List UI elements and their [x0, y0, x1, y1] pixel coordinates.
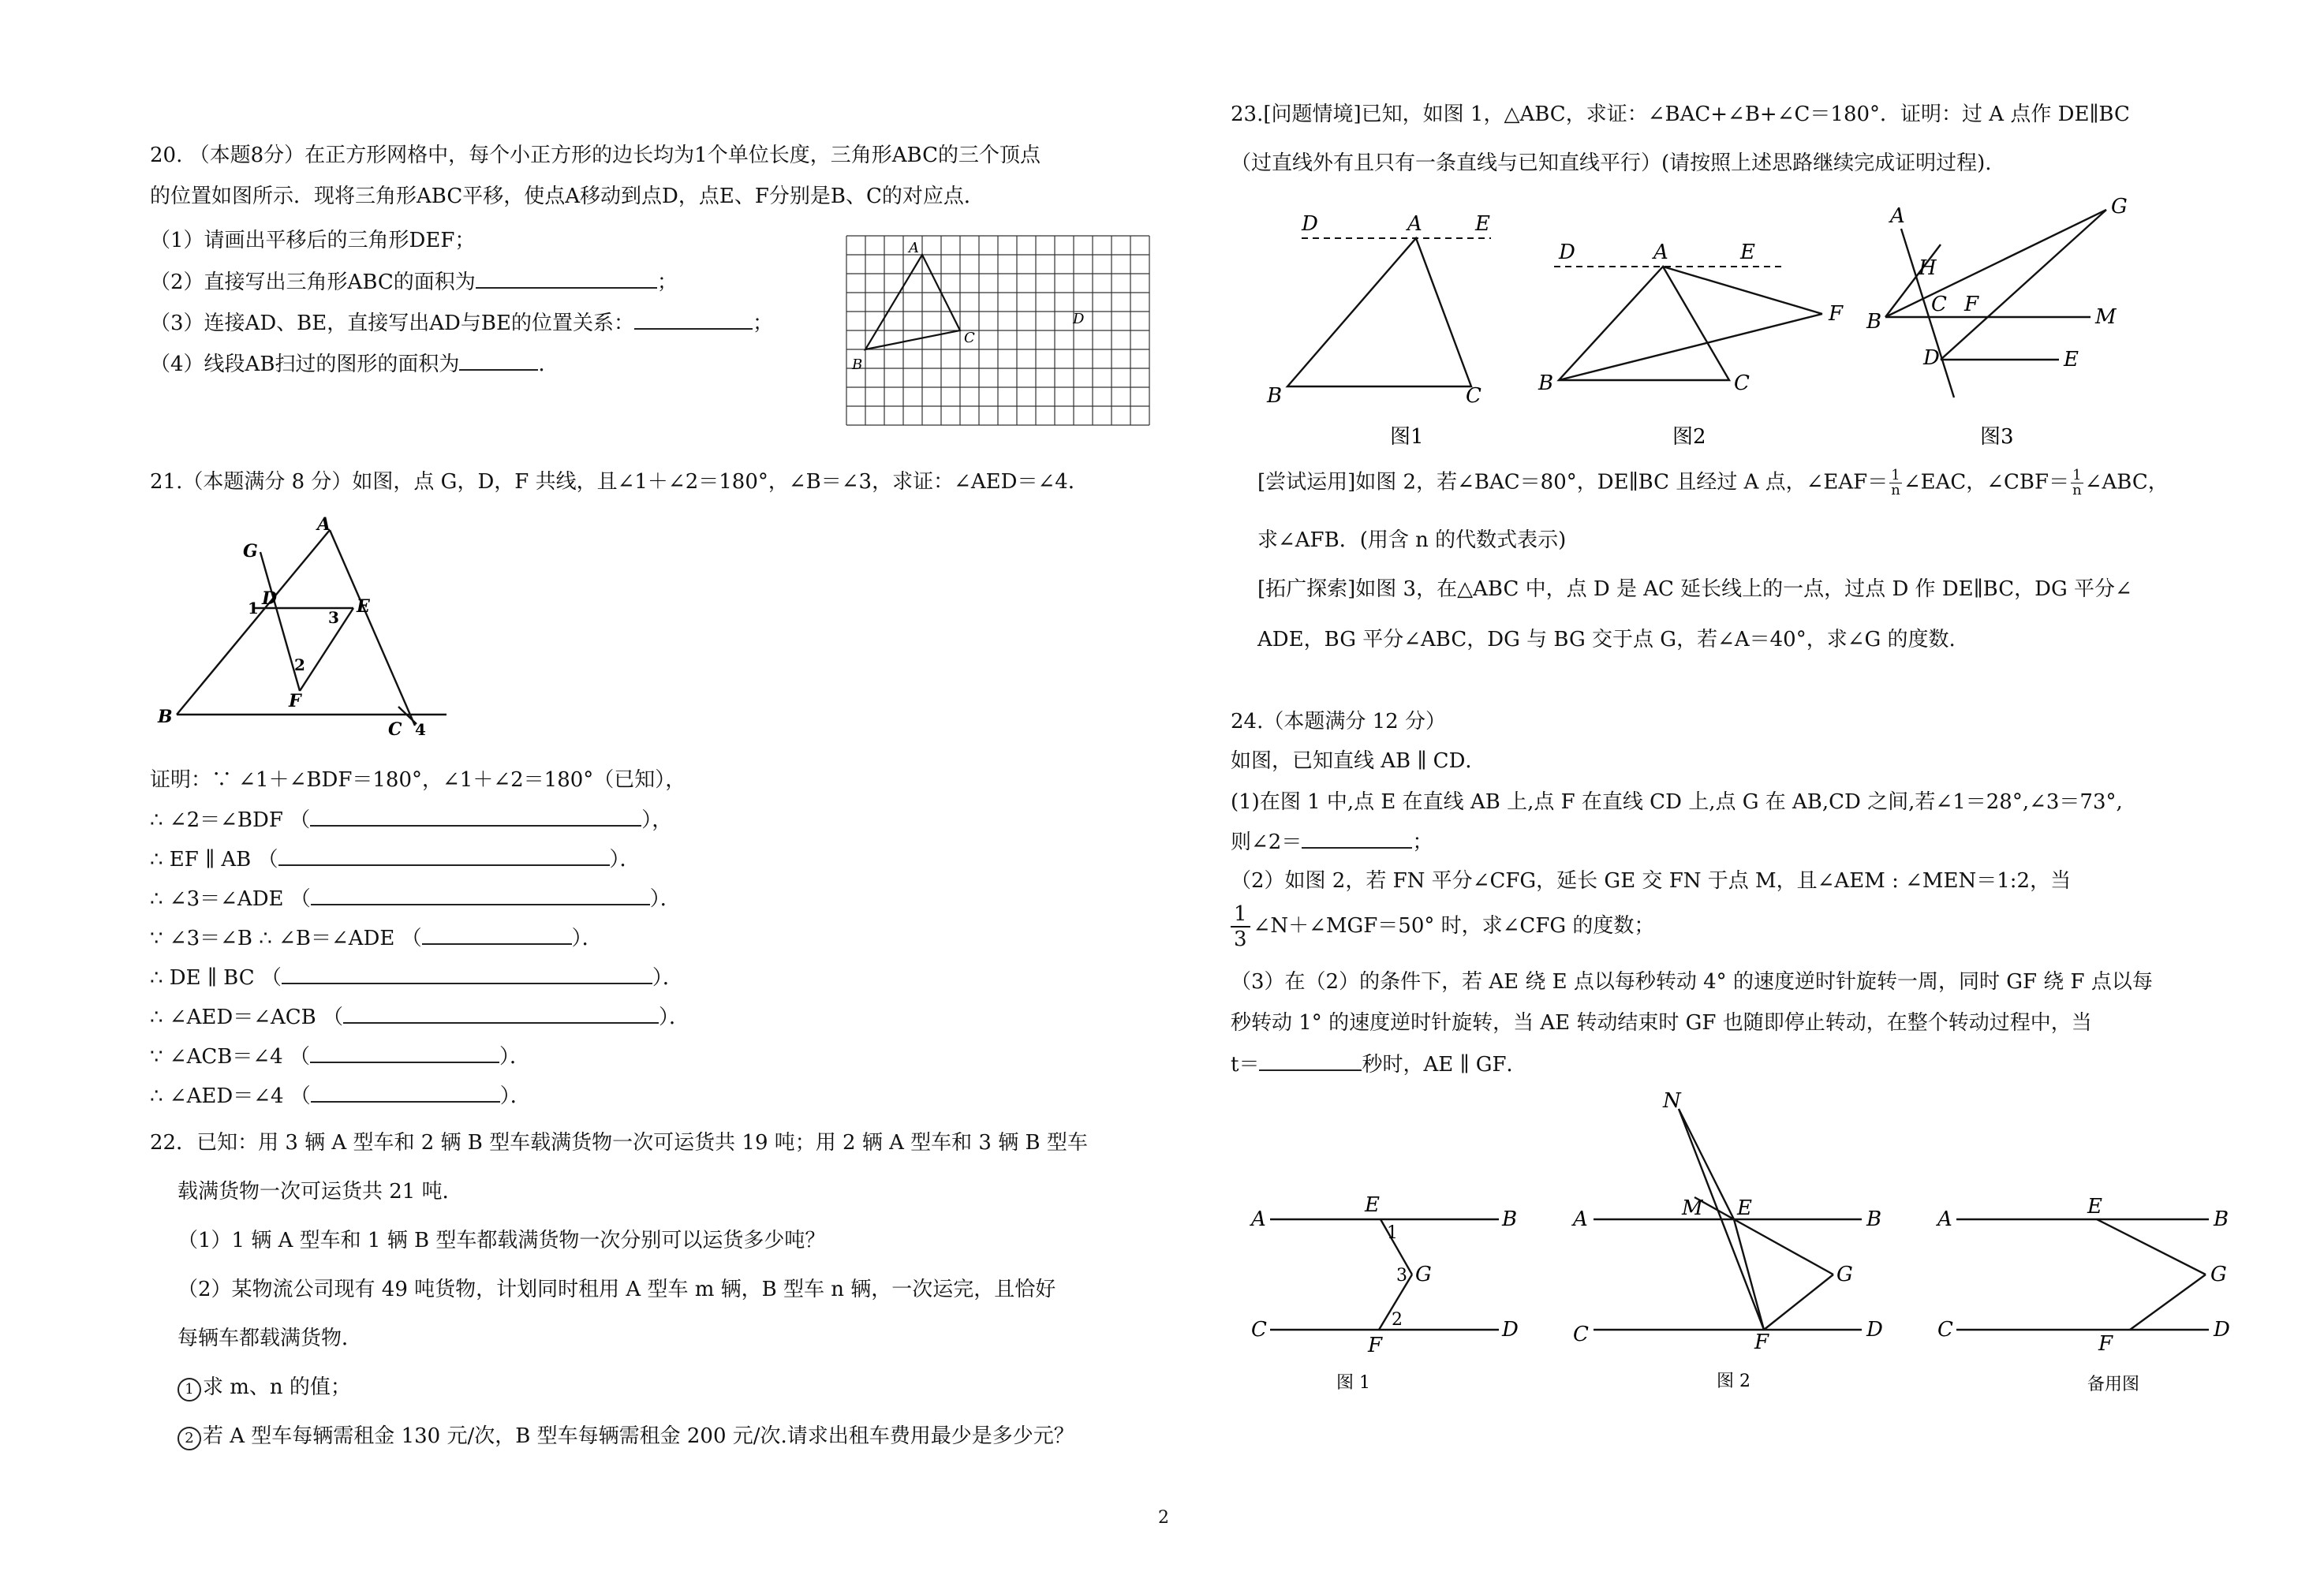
svg-text:1: 1 — [1387, 1223, 1398, 1243]
q23-fig2 — [1538, 241, 1844, 449]
q20-part3: （3）连接AD、BE，直接写出AD与BE的位置关系： ； — [150, 309, 773, 337]
q22-circle-1: 1 — [177, 1378, 201, 1402]
q21-label-e: E — [357, 596, 370, 617]
q20-triangle-abc — [865, 255, 960, 349]
q23-try-line1: [尝试运用]如图 2，若∠BAC＝80°，DE∥BC 且经过 A 点，∠EAF＝ $\frac{1}{n}$ ∠EAC，∠CBF＝ $\frac{1}{n}$ ∠ABC， — [1257, 467, 2169, 498]
q20-part4: （4）线段AB扫过的图形的面积为 ． — [150, 350, 559, 378]
q23-ext-line1: [拓广探索]如图 3，在△ABC 中，点 D 是 AC 延长线上的一点，过点 D 作 DE∥BC，DG 平分∠ — [1257, 577, 2132, 601]
q24-line2: 如图，已知直线 AB ∥ CD． — [1231, 749, 1486, 773]
svg-text:E: E — [1740, 241, 1755, 264]
svg-text:C: C — [1937, 1318, 1953, 1342]
q24-part1: (1)在图 1 中,点 E 在直线 AB 上,点 F 在直线 CD 上,点 G 在 AB,CD 之间,若∠1＝28°,∠3＝73°, — [1231, 790, 2123, 814]
q21-proof-line: ∴ ∠2＝∠BDF （ ）， — [150, 806, 672, 834]
q21-proof-line: 证明：∵ ∠1＋∠BDF＝180°，∠1＋∠2＝180°（已知）， — [150, 768, 686, 792]
q21-statement: 21.（本题满分 8 分）如图，点 G，D，F 共线，且∠1＋∠2＝180°，∠B＝∠3，求证：∠AED＝∠4． — [150, 470, 1089, 494]
q21-proof-line: ∵ ∠ACB＝∠4 （ ）． — [150, 1043, 530, 1070]
q23-line1: 23.[问题情境]已知，如图 1，△ABC，求证：∠BAC+∠B+∠C＝180°．证明：过 A 点作 DE∥BC — [1231, 103, 2130, 126]
q20-label-d: D — [1073, 311, 1085, 327]
q21-proof-blank[interactable] — [343, 1003, 659, 1024]
q23-line2: （过直线外有且只有一条直线与已知直线平行）(请按照上述思路继续完成证明过程). — [1231, 151, 1992, 175]
svg-text:C: C — [1573, 1323, 1589, 1346]
q22-line2: 载满货物一次可运货共 21 吨． — [177, 1180, 463, 1204]
q24-blank-angle2[interactable] — [1302, 828, 1412, 849]
q23-frac-1: $\frac{1}{n}$ — [1891, 467, 1900, 498]
svg-text:D: D — [1302, 212, 1318, 236]
q21-proof-blank[interactable] — [310, 1043, 499, 1063]
q24-part3c: t＝ 秒时，AE ∥ GF． — [1231, 1051, 1527, 1078]
svg-text:E: E — [2064, 348, 2079, 371]
svg-text:D: D — [2214, 1318, 2230, 1342]
q24-line1: 24.（本题满分 12 分） — [1231, 710, 1446, 733]
q23-figures — [1246, 197, 2193, 457]
svg-text:B: B — [1502, 1207, 1518, 1231]
svg-text:A: A — [1407, 212, 1422, 236]
svg-text:E: E — [2087, 1195, 2102, 1219]
q21-label-c: C — [388, 719, 402, 740]
q20-part1: （1）请画出平移后的三角形DEF； — [150, 229, 476, 252]
svg-text:A: A — [1251, 1207, 1266, 1231]
q23-fig1 — [1266, 212, 1491, 449]
q21-proof-line: ∴ DE ∥ BC （ ）． — [150, 964, 683, 991]
q20-part2: （2）直接写出三角形ABC的面积为 ； — [150, 268, 678, 296]
q23-fig1-caption: 图1 — [1390, 425, 1424, 449]
svg-text:F: F — [1754, 1331, 1769, 1354]
q24-fig1-caption: 图 1 — [1336, 1373, 1370, 1393]
svg-text:A: A — [1653, 241, 1668, 264]
q22-sub1: 1 求 m、n 的值； — [177, 1374, 351, 1402]
q21-proof-blank[interactable] — [422, 924, 572, 945]
page-number: 2 — [1158, 1508, 1169, 1528]
q20-label-c: C — [964, 330, 975, 346]
q24-fig3 — [1936, 1195, 2230, 1394]
svg-text:A: A — [1890, 204, 1905, 228]
q21-angle-1: 1 — [248, 599, 259, 618]
q20-label-a: A — [909, 240, 919, 256]
q23-frac-2: $\frac{1}{n}$ — [2072, 467, 2082, 498]
svg-text:C: C — [1931, 293, 1947, 316]
svg-text:M: M — [2095, 305, 2117, 329]
q21-proof-blank[interactable] — [311, 1082, 500, 1103]
q21-proof-blank[interactable] — [310, 806, 641, 827]
q22-part2a: （2）某物流公司现有 49 吨货物，计划同时租用 A 型车 m 辆，B 型车 n 辆，一次运完，且恰好 — [177, 1278, 1056, 1301]
q21-proof-blank[interactable] — [311, 885, 650, 905]
svg-text:M: M — [1682, 1196, 1703, 1220]
q22-line1: 22．已知：用 3 辆 A 型车和 2 辆 B 型车载满货物一次可运货共 19 吨；用 2 辆 A 型车和 3 辆 B 型车 — [150, 1131, 1088, 1155]
q21-proof-line: ∴ EF ∥ AB （ ）． — [150, 845, 641, 873]
q20-line1: 20. （本题8分）在正方形网格中，每个小正方形的边长均为1个单位长度，三角形ABC的三个顶点 — [150, 144, 1041, 167]
q24-part3: （3）在（2）的条件下，若 AE 绕 E 点以每秒转动 4° 的速度逆时针旋转一周，同时 GF 绕 F 点以每 — [1231, 970, 2153, 994]
q24-part1b: 则∠2＝ ； — [1231, 828, 1433, 856]
svg-text:A: A — [1937, 1207, 1952, 1231]
q21-figure — [150, 513, 465, 749]
svg-text:C: C — [1734, 371, 1750, 395]
q21-proof-line: ∵ ∠3＝∠B ∴ ∠B＝∠ADE （ ）． — [150, 924, 603, 952]
q22-sub2: 2 若 A 型车每辆需租金 130 元/次，B 型车每辆需租金 200 元/次.请求出租车费用最少是多少元？ — [177, 1423, 1074, 1450]
svg-text:A: A — [1573, 1207, 1588, 1231]
q21-label-b: B — [158, 707, 173, 727]
svg-text:G: G — [1836, 1263, 1853, 1286]
q24-blank-time[interactable] — [1259, 1051, 1362, 1071]
q20-line2: 的位置如图所示．现将三角形ABC平移，使点A移动到点D，点E、F分别是B、C的对应点． — [150, 185, 985, 208]
q21-proof-line: ∴ ∠3＝∠ADE （ ）． — [150, 885, 681, 913]
q23-try-line2: 求∠AFB．(用含 n 的代数式表示) — [1257, 528, 1567, 552]
q21-angle-2: 2 — [294, 655, 305, 674]
svg-text:G: G — [2210, 1263, 2227, 1286]
q21-label-g: G — [243, 541, 258, 562]
q22-circle-2: 2 — [177, 1427, 201, 1450]
q20-blank-swept[interactable] — [459, 350, 538, 371]
svg-text:F: F — [2098, 1332, 2113, 1356]
q20-label-b: B — [852, 356, 863, 373]
svg-text:E: E — [1365, 1193, 1380, 1217]
q20-grid-figure — [844, 233, 1152, 435]
q21-angle-4: 4 — [415, 720, 426, 739]
svg-text:G: G — [2111, 197, 2128, 218]
q24-fig2-caption: 图 2 — [1717, 1372, 1750, 1391]
q21-proof-line: ∴ ∠AED＝∠4 （ ）． — [150, 1082, 531, 1110]
q21-label-f: F — [289, 691, 301, 711]
svg-text:F: F — [1829, 302, 1844, 326]
svg-text:D: D — [1923, 346, 1940, 370]
q22-part2b: 每辆车都载满货物． — [177, 1327, 363, 1350]
q24-part2: （2）如图 2，若 FN 平分∠CFG，延长 GE 交 FN 于点 M，且∠AEM : ∠MEN＝1:2，当 — [1231, 869, 2072, 893]
svg-text:D: D — [1559, 241, 1575, 264]
q22-part1: （1）1 辆 A 型车和 1 辆 B 型车都载满货物一次分别可以运货多少吨？ — [177, 1229, 826, 1252]
q24-fig3-caption: 备用图 — [2087, 1375, 2140, 1394]
svg-text:B: B — [1866, 310, 1882, 334]
svg-text:B: B — [2214, 1207, 2229, 1231]
q24-part3b: 秒转动 1° 的速度逆时针旋转，当 AE 转动结束时 GF 也随即停止转动，在整个转动过程中，当 — [1231, 1011, 2092, 1035]
svg-text:3: 3 — [1396, 1266, 1407, 1286]
q21-label-a: A — [317, 514, 331, 535]
q24-part2b: $\frac{1}{3}$ ∠N＋∠MGF＝50° 时，求∠CFG 的度数； — [1231, 902, 1654, 951]
q23-fig2-caption: 图2 — [1672, 425, 1706, 449]
svg-text:E: E — [1475, 212, 1490, 236]
q24-fig2 — [1571, 1089, 1883, 1391]
q23-fig3 — [1866, 197, 2128, 449]
svg-text:C: C — [1466, 384, 1481, 408]
svg-text:D: D — [1502, 1318, 1519, 1342]
q21-proof-blank[interactable] — [278, 845, 610, 866]
q24-fig1 — [1250, 1193, 1519, 1393]
q24-frac: $\frac{1}{3}$ — [1231, 902, 1250, 951]
q21-proof-blank[interactable] — [282, 964, 652, 984]
q20-blank-area[interactable] — [476, 268, 657, 289]
svg-text:2: 2 — [1392, 1310, 1403, 1330]
svg-text:B: B — [1267, 384, 1283, 408]
svg-text:N: N — [1663, 1089, 1681, 1113]
q20-blank-relation[interactable] — [634, 309, 753, 330]
svg-text:B: B — [1866, 1207, 1882, 1231]
svg-text:F: F — [1368, 1334, 1383, 1357]
svg-text:C: C — [1251, 1318, 1267, 1342]
q23-ext-line2: ADE，BG 平分∠ABC，DG 与 BG 交于点 G，若∠A＝40°，求∠G 的度数. — [1257, 628, 1956, 651]
q21-angle-3: 3 — [328, 608, 339, 627]
q21-label-d: D — [262, 588, 278, 609]
svg-text:D: D — [1866, 1318, 1883, 1342]
q24-figures — [1246, 1088, 2272, 1404]
q21-proof-line: ∴ ∠AED＝∠ACB （ ）． — [150, 1003, 689, 1031]
svg-text:G: G — [1415, 1263, 1432, 1286]
svg-text:H: H — [1919, 256, 1937, 280]
q23-fig3-caption: 图3 — [1980, 425, 2014, 449]
svg-text:F: F — [1964, 293, 1979, 316]
svg-text:B: B — [1538, 371, 1554, 395]
svg-text:E: E — [1737, 1196, 1752, 1220]
